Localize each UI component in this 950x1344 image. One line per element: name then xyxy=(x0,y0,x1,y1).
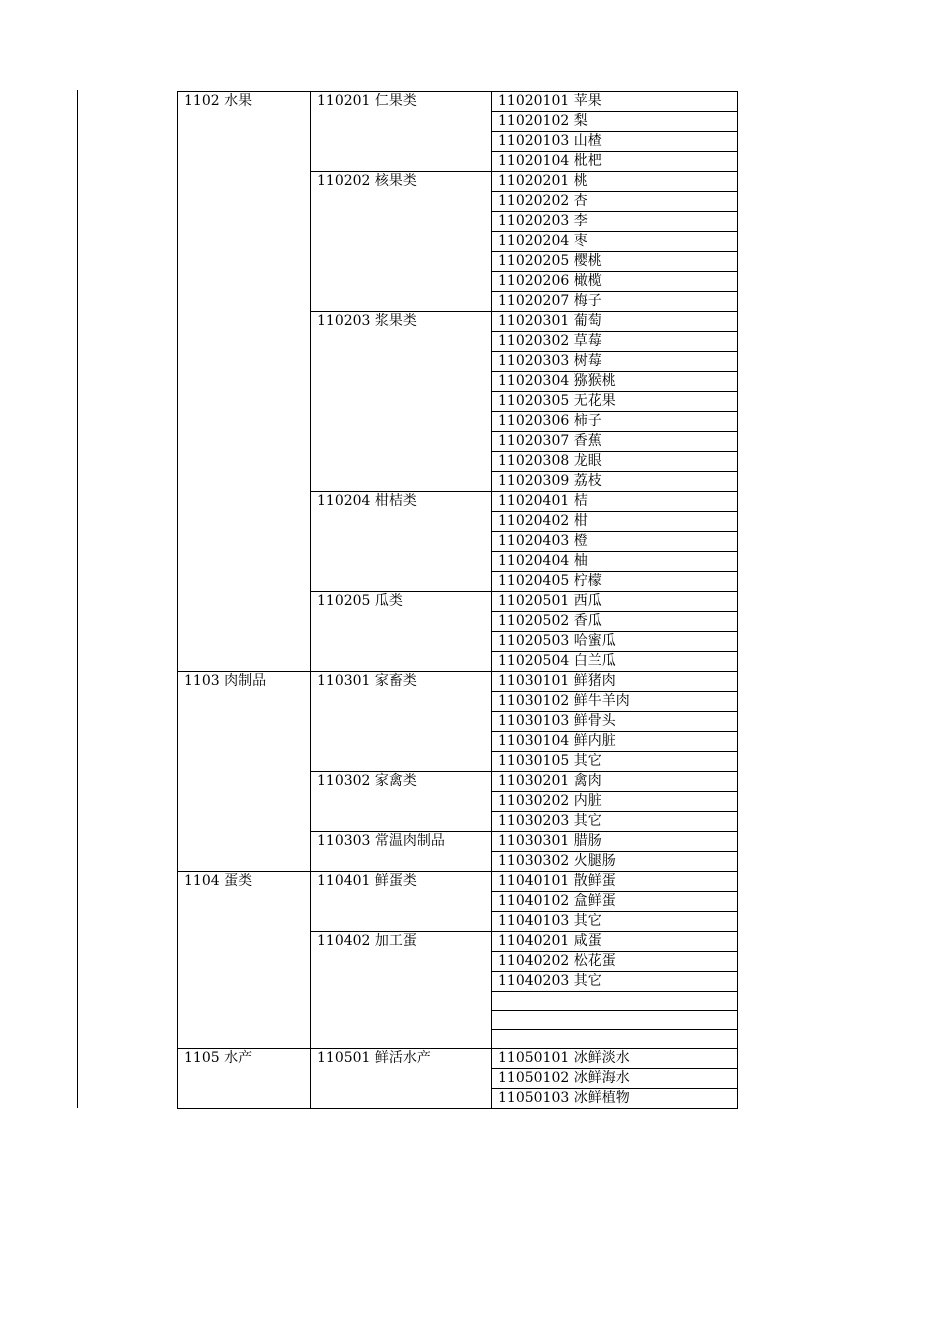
item-cell: 11030105 其它 xyxy=(492,752,738,772)
item-cell: 11040102 盒鲜蛋 xyxy=(492,892,738,912)
subcategory-cell: 110301 家畜类 xyxy=(311,672,492,772)
item-cell: 11020202 杏 xyxy=(492,192,738,212)
item-cell: 11040202 松花蛋 xyxy=(492,952,738,972)
item-cell: 11020103 山楂 xyxy=(492,132,738,152)
item-cell: 11020305 无花果 xyxy=(492,392,738,412)
product-category-table xyxy=(177,91,738,1109)
subcategory-cell: 110302 家禽类 xyxy=(311,772,492,832)
item-cell: 11020306 柿子 xyxy=(492,412,738,432)
subcategory-cell: 110202 核果类 xyxy=(311,172,492,312)
category-cell: 1105 水产 xyxy=(178,1049,311,1109)
item-cell: 11020304 猕猴桃 xyxy=(492,372,738,392)
item-cell: 11040201 咸蛋 xyxy=(492,932,738,952)
item-cell: 11020308 龙眼 xyxy=(492,452,738,472)
item-cell: 11020502 香瓜 xyxy=(492,612,738,632)
item-cell: 11030203 其它 xyxy=(492,812,738,832)
item-cell: 11030201 禽肉 xyxy=(492,772,738,792)
subcategory-cell: 110205 瓜类 xyxy=(311,592,492,672)
item-cell: 11030104 鲜内脏 xyxy=(492,732,738,752)
item-cell: 11020303 树莓 xyxy=(492,352,738,372)
item-cell: 11050102 冰鲜海水 xyxy=(492,1069,738,1089)
item-cell: 11020301 葡萄 xyxy=(492,312,738,332)
item-cell: 11020102 梨 xyxy=(492,112,738,132)
item-cell: 11030202 内脏 xyxy=(492,792,738,812)
item-cell: 11020307 香蕉 xyxy=(492,432,738,452)
item-cell: 11030302 火腿肠 xyxy=(492,852,738,872)
item-cell: 11020302 草莓 xyxy=(492,332,738,352)
item-cell: 11020204 枣 xyxy=(492,232,738,252)
item-cell: 11030103 鲜骨头 xyxy=(492,712,738,732)
item-cell xyxy=(492,1011,738,1030)
item-cell: 11040203 其它 xyxy=(492,972,738,992)
table-row xyxy=(178,672,738,692)
item-cell: 11040101 散鲜蛋 xyxy=(492,872,738,892)
item-cell: 11040103 其它 xyxy=(492,912,738,932)
category-table-body xyxy=(178,92,738,1109)
item-cell: 11020405 柠檬 xyxy=(492,572,738,592)
item-cell: 11030301 腊肠 xyxy=(492,832,738,852)
item-cell: 11050103 冰鲜植物 xyxy=(492,1089,738,1109)
item-cell: 11020101 苹果 xyxy=(492,92,738,112)
subcategory-cell: 110203 浆果类 xyxy=(311,312,492,492)
item-cell: 11020206 橄榄 xyxy=(492,272,738,292)
item-cell: 11020501 西瓜 xyxy=(492,592,738,612)
subcategory-cell: 110303 常温肉制品 xyxy=(311,832,492,872)
item-cell: 11020403 橙 xyxy=(492,532,738,552)
subcategory-cell: 110204 柑桔类 xyxy=(311,492,492,592)
item-cell: 11020503 哈蜜瓜 xyxy=(492,632,738,652)
item-cell: 11020201 桃 xyxy=(492,172,738,192)
item-cell xyxy=(492,992,738,1011)
item-cell: 11020402 柑 xyxy=(492,512,738,532)
item-cell: 11030101 鲜猪肉 xyxy=(492,672,738,692)
item-cell: 11050101 冰鲜淡水 xyxy=(492,1049,738,1069)
table-row xyxy=(178,1049,738,1069)
category-cell: 1103 肉制品 xyxy=(178,672,311,872)
item-cell: 11020203 李 xyxy=(492,212,738,232)
page-margin-line xyxy=(77,90,78,1108)
table-row xyxy=(178,92,738,112)
category-cell: 1104 蛋类 xyxy=(178,872,311,1049)
table-row xyxy=(178,872,738,892)
category-cell: 1102 水果 xyxy=(178,92,311,672)
item-cell: 11030102 鲜牛羊肉 xyxy=(492,692,738,712)
subcategory-cell: 110402 加工蛋 xyxy=(311,932,492,1049)
item-cell: 11020504 白兰瓜 xyxy=(492,652,738,672)
item-cell: 11020401 桔 xyxy=(492,492,738,512)
item-cell: 11020205 樱桃 xyxy=(492,252,738,272)
subcategory-cell: 110501 鲜活水产 xyxy=(311,1049,492,1109)
item-cell xyxy=(492,1030,738,1049)
item-cell: 11020404 柚 xyxy=(492,552,738,572)
subcategory-cell: 110401 鲜蛋类 xyxy=(311,872,492,932)
item-cell: 11020104 枇杷 xyxy=(492,152,738,172)
item-cell: 11020207 梅子 xyxy=(492,292,738,312)
item-cell: 11020309 荔枝 xyxy=(492,472,738,492)
subcategory-cell: 110201 仁果类 xyxy=(311,92,492,172)
